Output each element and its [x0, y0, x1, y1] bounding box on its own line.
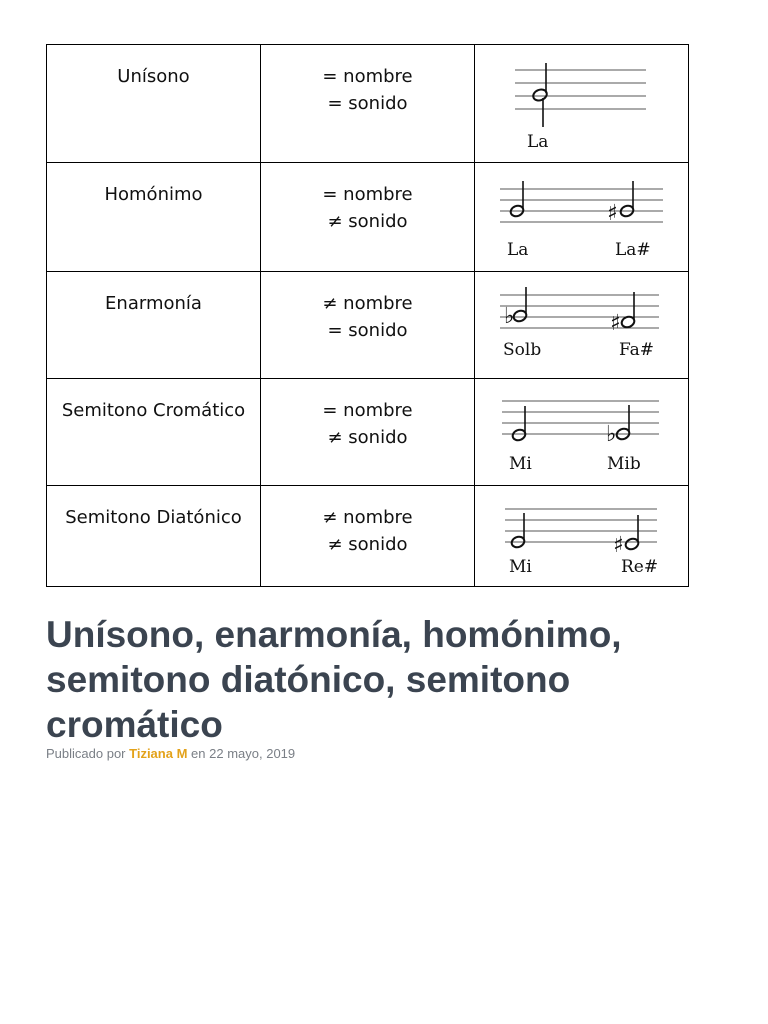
staff-lines: [515, 70, 646, 109]
note-label-right: Re#: [621, 557, 659, 577]
note-label-left: Solb: [503, 340, 542, 360]
interval-name-cell: [47, 379, 261, 486]
sharp-icon: ♯: [610, 311, 621, 336]
note-head-right: [606, 405, 631, 447]
staff-diatonic-semitone: [475, 486, 688, 586]
note-head-left: [511, 406, 527, 442]
interval-relation-cell: [261, 45, 475, 163]
staff-cell: [475, 379, 689, 486]
staff-cell: [475, 486, 689, 587]
post-title: Unísono, enarmonía, homónimo, semitono diatónico, semitono cromático: [46, 614, 622, 745]
note-label-left: Mi: [509, 557, 532, 577]
flat-icon: ♭: [606, 422, 617, 447]
post-meta: [46, 746, 295, 761]
note-head-right: [610, 292, 636, 336]
note-head-right: [613, 515, 640, 558]
interval-name: Enarmonía: [105, 293, 202, 314]
table-row: [47, 272, 689, 379]
staff-enharmonic: [475, 272, 688, 378]
name-relation: = nombre: [322, 400, 413, 421]
note-label-left: Mi: [509, 454, 532, 474]
interval-name: Unísono: [117, 66, 190, 87]
date-prefix: en: [191, 746, 206, 761]
name-relation: = nombre: [322, 184, 413, 205]
staff-lines: [505, 509, 657, 542]
interval-name: Semitono Cromático: [61, 400, 246, 421]
interval-name: Semitono Diatónico: [65, 507, 242, 528]
post-date: 22 mayo, 2019: [209, 746, 296, 761]
staff-homonym: [475, 163, 688, 271]
staff-unison: [475, 45, 688, 162]
staff-cell: [475, 272, 689, 379]
interval-name: Homónimo: [104, 184, 203, 205]
sound-relation: ≠ sonido: [327, 534, 408, 555]
interval-relation-cell: [261, 379, 475, 486]
note-head-stemmed: [532, 63, 549, 127]
note-head-right: [607, 181, 635, 226]
name-relation: ≠ nombre: [322, 507, 413, 528]
note-label-right: Mib: [607, 454, 641, 474]
table-row: [47, 486, 689, 587]
interval-name-cell: [47, 486, 261, 587]
staff-cell: [475, 45, 689, 163]
name-relation: ≠ nombre: [322, 293, 413, 314]
interval-name-cell: [47, 163, 261, 272]
interval-relation-cell: [261, 272, 475, 379]
interval-name-cell: [47, 45, 261, 163]
sharp-icon: ♯: [613, 533, 624, 558]
note-label-left: La: [507, 240, 529, 260]
staff-cell: [475, 163, 689, 272]
sound-relation: = sonido: [327, 320, 408, 341]
flat-icon: ♭: [504, 304, 515, 329]
table-row: [47, 163, 689, 272]
sound-relation: ≠ sonido: [327, 211, 408, 232]
sound-relation: = sonido: [327, 93, 408, 114]
author-link[interactable]: Tiziana M: [129, 746, 188, 761]
staff-chromatic-semitone: [475, 379, 688, 485]
interval-relation-cell: [261, 163, 475, 272]
note-label-right: La#: [615, 240, 651, 260]
name-relation: = nombre: [322, 66, 413, 87]
interval-relation-cell: [261, 486, 475, 587]
table-row: [47, 379, 689, 486]
sharp-icon: ♯: [607, 201, 618, 226]
interval-name-cell: [47, 272, 261, 379]
sound-relation: ≠ sonido: [327, 427, 408, 448]
intervals-table: [46, 44, 689, 587]
note-head-left: [504, 287, 528, 329]
published-prefix: Publicado por: [46, 746, 126, 761]
table-row: [47, 45, 689, 163]
staff-lines: [500, 189, 663, 222]
note-label-right: Fa#: [619, 340, 655, 360]
note-label-left: La: [527, 132, 549, 152]
